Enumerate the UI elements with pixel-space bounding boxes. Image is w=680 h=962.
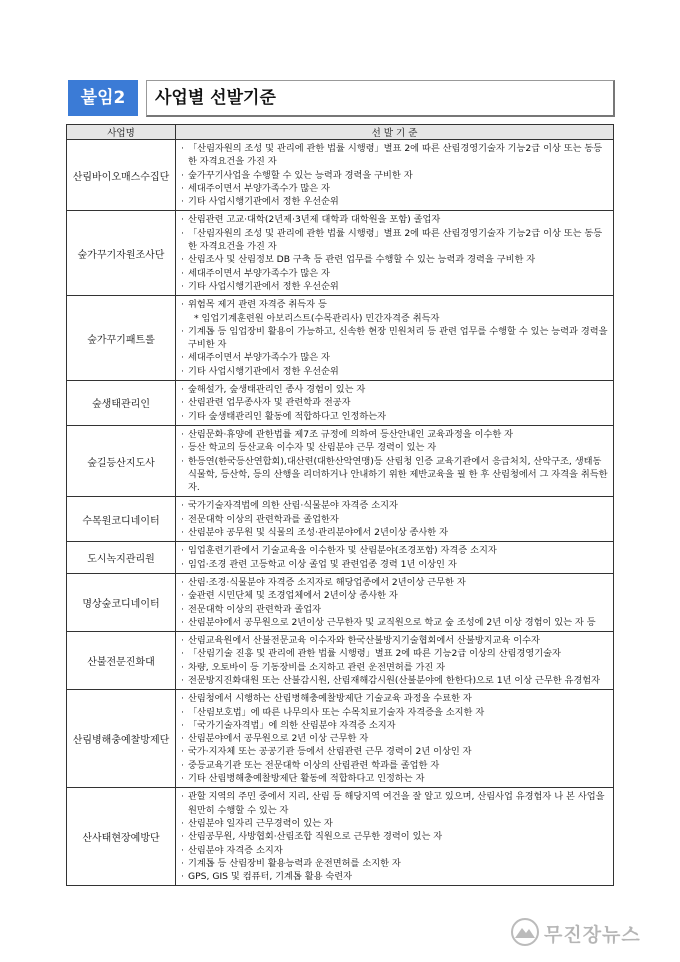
mountain-logo-icon <box>510 918 540 946</box>
title-box <box>146 80 615 117</box>
criteria-item: · 산림분야 일자리 근무경력이 있는 자 <box>180 817 610 830</box>
criteria-item: · 산림·조경·식물분야 자격증 소지자로 해당업종에서 2년이상 근무한 자 <box>180 576 610 589</box>
attachment-badge: 붙임2 <box>68 80 138 116</box>
criteria-cell <box>176 296 614 381</box>
criteria-list <box>180 499 610 539</box>
criteria-cell <box>176 632 614 690</box>
project-name: 숲길등산지도사 <box>67 425 176 496</box>
table-row <box>67 542 614 574</box>
criteria-item: · 중등교육기관 또는 전문대학 이상의 산림관련 학과를 졸업한 자 <box>180 759 610 772</box>
table-row <box>67 296 614 381</box>
table-row <box>67 140 614 211</box>
project-name: 도시녹지관리원 <box>67 542 176 574</box>
criteria-item: · 「산림보호법」에 따른 나무의사 또는 수목치료기술자 자격증을 소지한 자 <box>180 706 610 719</box>
page-header <box>68 80 614 120</box>
criteria-item: · 세대주이면서 부양가족수가 많은 자 <box>180 267 610 280</box>
table-row <box>67 211 614 296</box>
criteria-list <box>180 634 610 687</box>
project-name: 숲가꾸기자원조사단 <box>67 211 176 296</box>
criteria-list <box>180 213 610 293</box>
criteria-item: · GPS, GIS 및 컴퓨터, 기계톱 활용 숙련자 <box>180 870 610 883</box>
column-header-project: 사업명 <box>67 125 176 140</box>
criteria-cell <box>176 690 614 788</box>
criteria-item: · 「산림자원의 조성 및 관리에 관한 법률 시행령」별표 2에 따른 산림경영기술자 기능2급 이상 또는 동등한 자격요건을 가진 자 <box>180 142 610 169</box>
criteria-item: · 기타 사업시행기관에서 정한 우선순위 <box>180 195 610 208</box>
criteria-item: · 숲가꾸기사업을 수행할 수 있는 능력과 경력을 구비한 자 <box>180 169 610 182</box>
table-row <box>67 425 614 496</box>
table-row <box>67 690 614 788</box>
criteria-item: · 「국가기술자격법」에 의한 산림분야 자격증 소지자 <box>180 719 610 732</box>
criteria-item: · 세대주이면서 부양가족수가 많은 자 <box>180 351 610 364</box>
criteria-item: · 「산림기술 진흥 및 관리에 관한 법률 시행령」별표 2에 따른 기능2급 이상의 산림경영기술자 <box>180 647 610 660</box>
criteria-item: · 기계톱 등 산림장비 활용능력과 운전면허를 소지한 자 <box>180 857 610 870</box>
criteria-item: · 국가기술자격법에 의한 산림·식물분야 자격증 소지자 <box>180 499 610 512</box>
criteria-item: · 산림분야 공무원 및 식물의 조성·관리분야에서 2년이상 종사한 자 <box>180 526 610 539</box>
project-name: 산림병해충예찰방제단 <box>67 690 176 788</box>
criteria-item: · 산림공무원, 사방협회·산림조합 직원으로 근무한 경력이 있는 자 <box>180 830 610 843</box>
criteria-cell <box>176 140 614 211</box>
criteria-cell <box>176 381 614 426</box>
criteria-cell <box>176 573 614 631</box>
table-row <box>67 788 614 886</box>
criteria-item: · 기타 산림병해충예찰방제단 활동에 적합하다고 인정하는 자 <box>180 772 610 785</box>
criteria-item: · 전문대학 이상의 관련학과 졸업자 <box>180 603 610 616</box>
criteria-list <box>180 298 610 378</box>
criteria-item: · 산림조사 및 산림정보 DB 구축 등 관련 업무를 수행할 수 있는 능력과 경력을 구비한 자 <box>180 253 610 266</box>
criteria-list <box>180 383 610 423</box>
criteria-list <box>180 544 610 571</box>
criteria-item: · 전문대학 이상의 관련학과를 졸업한자 <box>180 513 610 526</box>
criteria-item: * 임업기계훈련원 아보리스트(수목관리사) 민간자격증 취득자 <box>194 312 440 324</box>
criteria-item: · 위험목 제거 관련 자격증 취득자 등 <box>180 298 610 311</box>
criteria-item: · 산림청에서 시행하는 산림병해충예찰방제단 기술교육 과정을 수료한 자 <box>180 692 610 705</box>
criteria-item: · 기타 사업시행기관에서 정한 우선순위 <box>180 365 610 378</box>
criteria-item: · 산림분야에서 공무원으로 2년 이상 근무한 자 <box>180 732 610 745</box>
project-name: 산불전문진화대 <box>67 632 176 690</box>
column-header-criteria: 선 발 기 준 <box>176 125 614 140</box>
criteria-item: · 산림문화·휴양에 관한법률 제7조 규정에 의하여 등산안내인 교육과정을 이수한 자 <box>180 428 610 441</box>
criteria-item: · 관할 지역의 주민 중에서 지리, 산림 등 해당지역 여건을 잘 알고 있으며, 산림사업 유경험자 나 본 사업을 원만히 수행할 수 있는 자 <box>180 790 610 817</box>
criteria-cell <box>176 211 614 296</box>
criteria-cell <box>176 788 614 886</box>
project-name: 명상숲코디네이터 <box>67 573 176 631</box>
table-row <box>67 573 614 631</box>
project-name: 산사태현장예방단 <box>67 788 176 886</box>
criteria-item: · 산림관련 업무종사자 및 관련학과 전공자 <box>180 396 610 409</box>
project-name: 숲생태관리인 <box>67 381 176 426</box>
criteria-list <box>180 692 610 785</box>
project-name: 숲가꾸기패트롤 <box>67 296 176 381</box>
criteria-list <box>180 790 610 883</box>
criteria-list <box>180 142 610 208</box>
criteria-item: · 산림교육원에서 산불전문교육 이수자와 한국산불방지기술협회에서 산불방지교육 이수자 <box>180 634 610 647</box>
criteria-item: · 세대주이면서 부양가족수가 많은 자 <box>180 182 610 195</box>
table-row <box>67 632 614 690</box>
criteria-list <box>180 428 610 494</box>
table-row <box>67 497 614 542</box>
criteria-item: · 등산 학교의 등산교육 이수자 및 산림분야 근무 경력이 있는 자 <box>180 441 610 454</box>
news-watermark <box>510 914 660 950</box>
criteria-item: · 「산림자원의 조성 및 관리에 관한 법률 시행령」별표 2에 따른 산림경영기술자 기능2급 이상 또는 동등한 자격요건을 가진 자 <box>180 227 610 254</box>
table-body <box>67 140 614 886</box>
criteria-item: · 기타 사업시행기관에서 정한 우선순위 <box>180 280 610 293</box>
project-name: 산림바이오매스수집단 <box>67 140 176 211</box>
table-row <box>67 381 614 426</box>
watermark-text: 무진장뉴스 <box>544 924 641 946</box>
criteria-item: · 숲해설가, 숲생태관리인 종사 경험이 있는 자 <box>180 383 610 396</box>
project-name: 수목원코디네이터 <box>67 497 176 542</box>
criteria-item: · 산림분야에서 공무원으로 2년이상 근무한자 및 교직원으로 학교 숲 조성에 2년 이상 경험이 있는 자 등 <box>180 616 610 629</box>
page-title: 사업별 선발기준 <box>155 88 276 108</box>
table-header-row <box>67 125 614 140</box>
criteria-cell <box>176 497 614 542</box>
criteria-list <box>180 576 610 629</box>
criteria-item: · 숲관련 시민단체 및 조경업체에서 2년이상 종사한 자 <box>180 589 610 602</box>
criteria-cell <box>176 542 614 574</box>
criteria-item: · 차량, 오토바이 등 기동장비를 소지하고 관련 운전면허를 가진 자 <box>180 661 610 674</box>
criteria-item: · 한등연(한국등산연합회),대산련(대한산악연맹)등 산림청 인증 교육기관에서 응급처치, 산악구조, 생태동식물학, 등산학, 등의 산행을 리더하거나 안내하기 위한 제반교육을 필 한 후 산림청에서 그 자격을 취득한 자. <box>180 455 610 495</box>
criteria-item: · 임업훈련기관에서 기술교육을 이수한자 및 산림분야(조경포함) 자격증 소지자 <box>180 544 610 557</box>
criteria-cell <box>176 425 614 496</box>
criteria-item: · 기타 숲생태관리인 활동에 적합하다고 인정하는자 <box>180 410 610 423</box>
criteria-item: · 기계톱 등 임업장비 활용이 가능하고, 신속한 현장 민원처리 등 관련 업무를 수행할 수 있는 능력과 경력을 구비한 자 <box>180 325 610 352</box>
criteria-item: · 산림분야 자격증 소지자 <box>180 844 610 857</box>
selection-criteria-table <box>66 124 614 886</box>
criteria-item: · 임업·조경 관련 고등학교 이상 졸업 및 관련업종 경력 1년 이상인 자 <box>180 558 610 571</box>
criteria-item: · 산림관련 고교·대학(2년제·3년제 대학과 대학원을 포함) 졸업자 <box>180 213 610 226</box>
criteria-item: · 전문방지진화대원 또는 산불감시원, 산림재해감시원(산불분야에 한한다)으로 1년 이상 근무한 유경험자 <box>180 674 610 687</box>
criteria-item: · 국가·지자체 또는 공공기관 등에서 산림관련 근무 경력이 2년 이상인 자 <box>180 745 610 758</box>
